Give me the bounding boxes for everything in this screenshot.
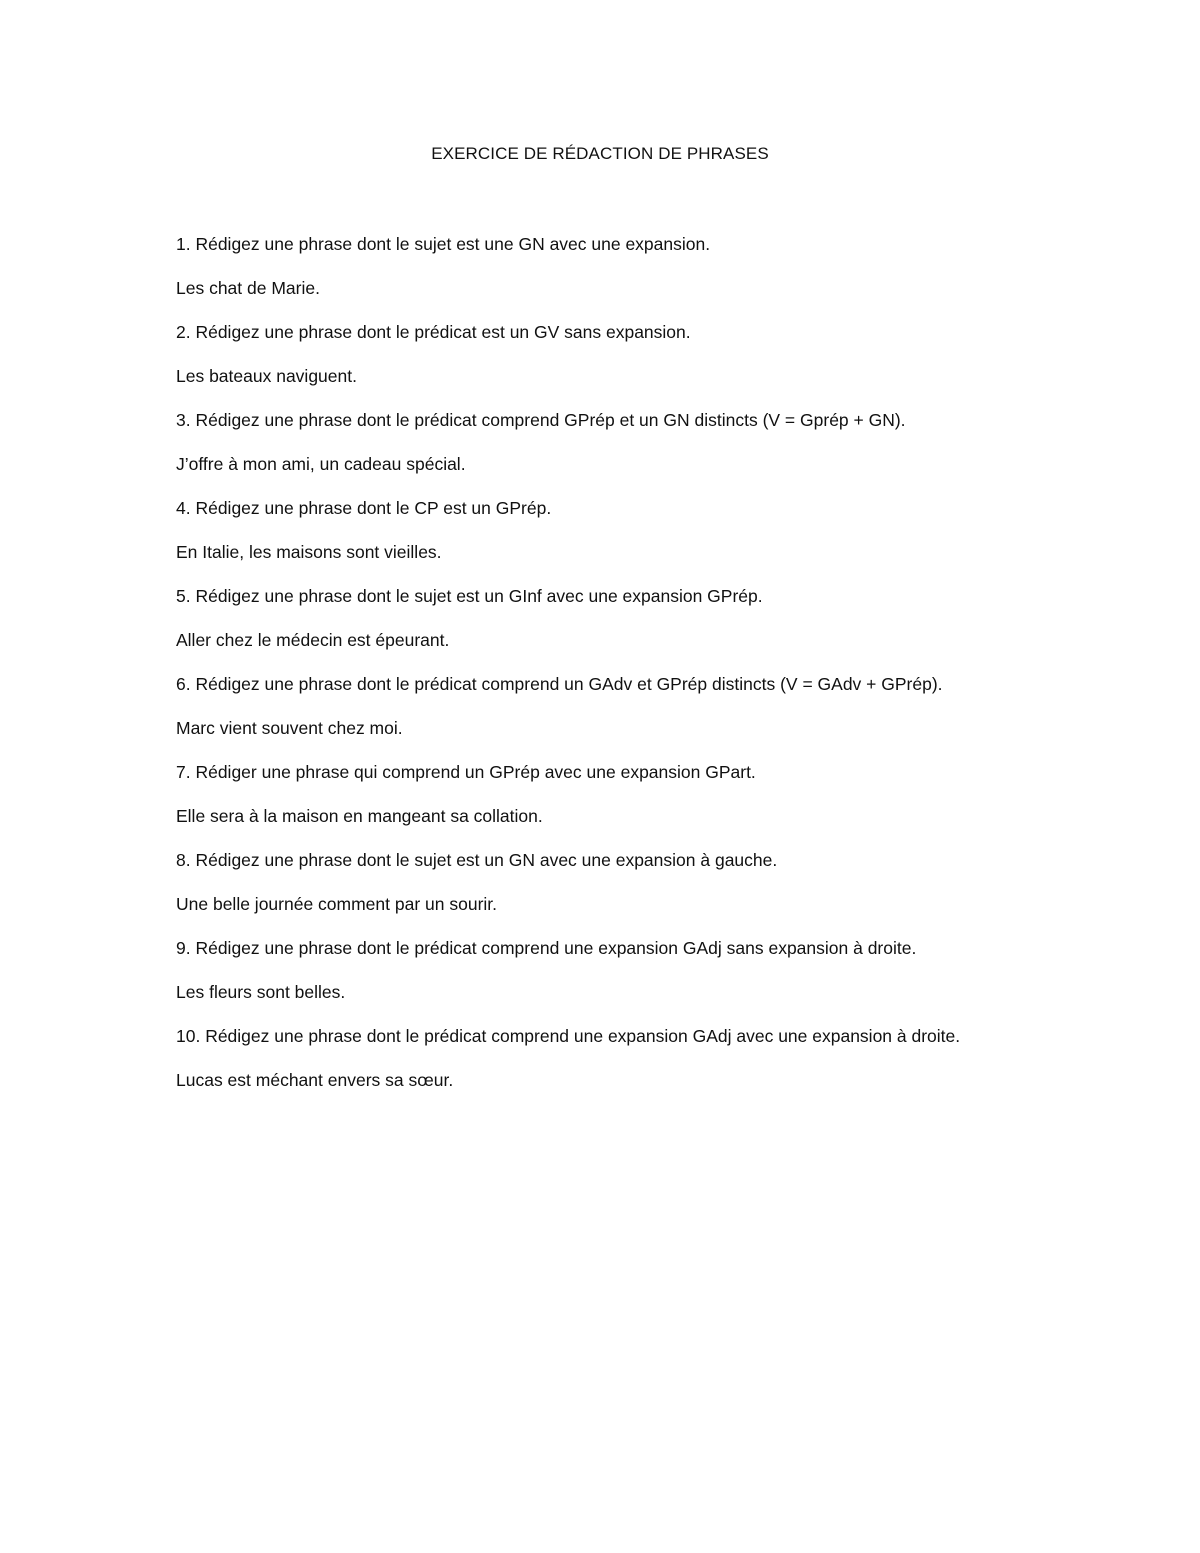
- exercise-answer: Une belle journée comment par un sourir.: [176, 894, 498, 914]
- exercise-item-5: [176, 582, 1026, 654]
- exercise-answer: Les chat de Marie.: [176, 278, 320, 298]
- exercise-item-3: [176, 406, 1026, 478]
- exercise-question: 4. Rédigez une phrase dont le CP est un GPrép.: [176, 498, 552, 518]
- exercise-list: [176, 230, 1026, 1110]
- document-title: EXERCICE DE RÉDACTION DE PHRASES: [431, 144, 769, 163]
- exercise-item-10: [176, 1022, 1026, 1094]
- exercise-question: 2. Rédigez une phrase dont le prédicat est un GV sans expansion.: [176, 322, 691, 342]
- exercise-question: 5. Rédigez une phrase dont le sujet est un GInf avec une expansion GPrép.: [176, 586, 763, 606]
- exercise-question: 10. Rédigez une phrase dont le prédicat comprend une expansion GAdj avec une expansion à droite.: [176, 1026, 961, 1046]
- exercise-item-8: [176, 846, 1026, 918]
- exercise-question: 8. Rédigez une phrase dont le sujet est un GN avec une expansion à gauche.: [176, 850, 778, 870]
- exercise-answer: Aller chez le médecin est épeurant.: [176, 630, 450, 650]
- exercise-item-1: [176, 230, 1026, 302]
- exercise-answer: En Italie, les maisons sont vieilles.: [176, 542, 442, 562]
- exercise-answer: Les fleurs sont belles.: [176, 982, 346, 1002]
- exercise-question: 7. Rédiger une phrase qui comprend un GPrép avec une expansion GPart.: [176, 762, 756, 782]
- exercise-item-9: [176, 934, 1026, 1006]
- exercise-item-4: [176, 494, 1026, 566]
- exercise-question: 3. Rédigez une phrase dont le prédicat comprend GPrép et un GN distincts (V = Gprép + GN).: [176, 410, 906, 430]
- exercise-question: 9. Rédigez une phrase dont le prédicat comprend une expansion GAdj sans expansion à droite.: [176, 938, 917, 958]
- exercise-item-7: [176, 758, 1026, 830]
- exercise-answer: Marc vient souvent chez moi.: [176, 718, 403, 738]
- exercise-answer: Lucas est méchant envers sa sœur.: [176, 1070, 454, 1090]
- exercise-answer: Les bateaux naviguent.: [176, 366, 357, 386]
- exercise-answer: Elle sera à la maison en mangeant sa collation.: [176, 806, 543, 826]
- exercise-question: 6. Rédigez une phrase dont le prédicat comprend un GAdv et GPrép distincts (V = GAdv + GPrép).: [176, 674, 943, 694]
- exercise-question: 1. Rédigez une phrase dont le sujet est une GN avec une expansion.: [176, 234, 711, 254]
- exercise-item-2: [176, 318, 1026, 390]
- exercise-answer: J’offre à mon ami, un cadeau spécial.: [176, 454, 466, 474]
- exercise-item-6: [176, 670, 1026, 742]
